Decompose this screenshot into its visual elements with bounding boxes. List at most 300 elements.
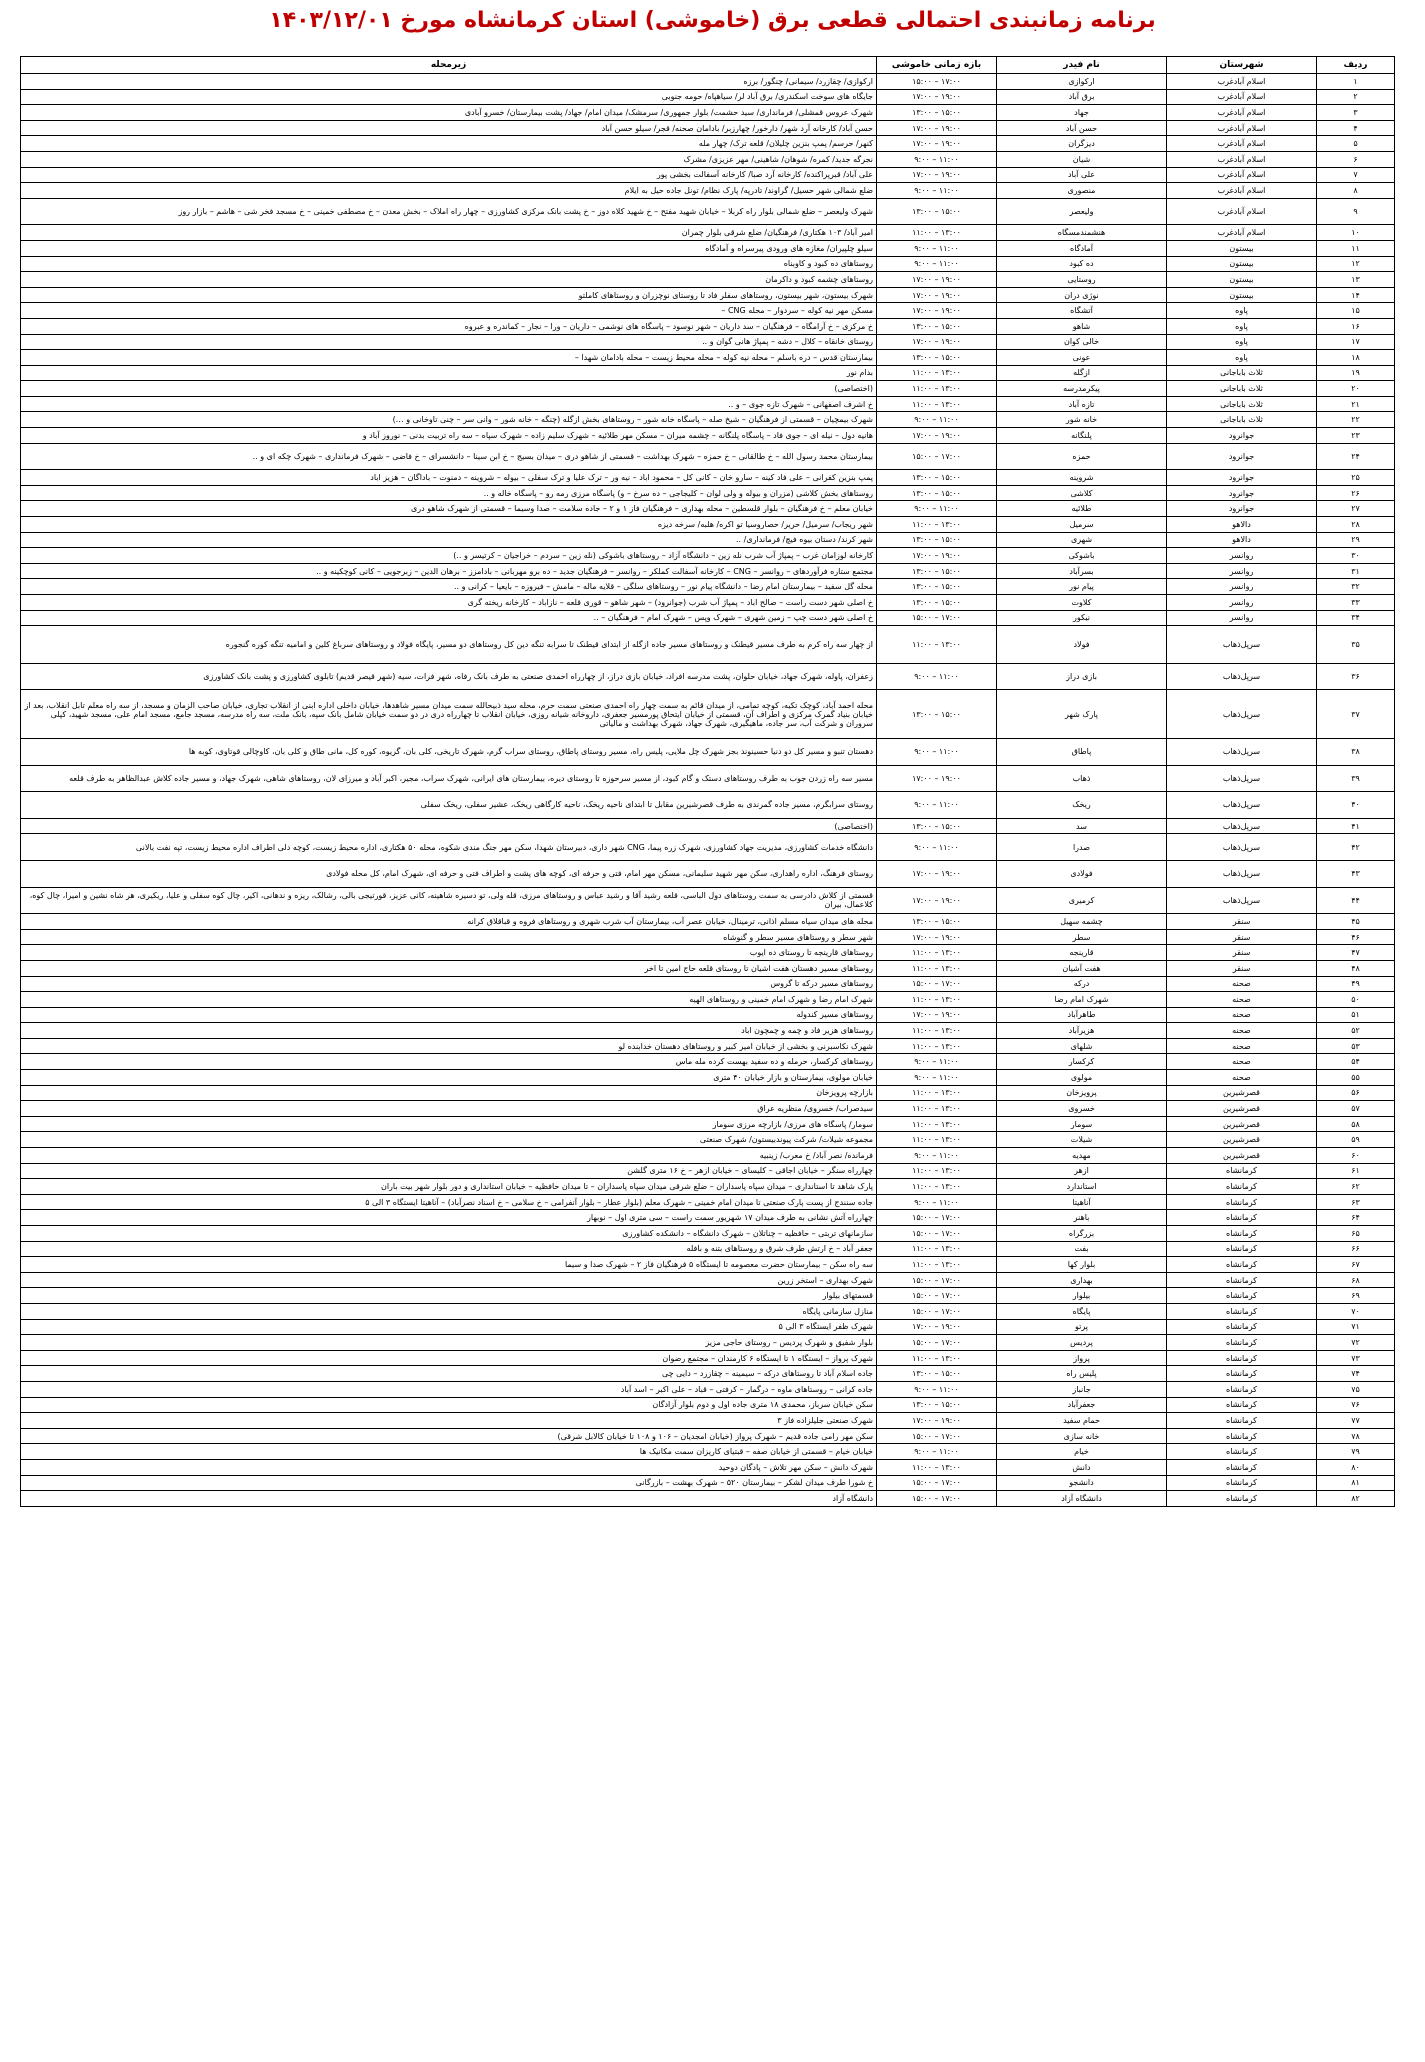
row-number-cell: ۶۵	[1317, 1226, 1395, 1242]
row-number-cell: ۳	[1317, 105, 1395, 121]
county-cell: اسلام آبادغرب	[1167, 225, 1317, 241]
area-cell: مجتمع ستاره فرآوردهای – روانسر – CNG – کارخانه آسفالت کملکر – روانسر – فرهنگیان جدید – ده برو مهربانی – بادامزز – برهان الدین – زبرجویی – کانی کوچکینه و ..	[21, 563, 877, 579]
area-cell: بلوار شفیق و شهرک پردیس – روستای حاجی مزیز	[21, 1335, 877, 1351]
feeder-cell: کرمیری	[997, 887, 1167, 914]
table-row	[21, 929, 1395, 945]
time-range-cell: ۱۱:۰۰ – ۱۳:۰۰	[877, 992, 997, 1008]
table-row	[21, 1085, 1395, 1101]
table-row	[21, 272, 1395, 288]
feeder-cell: هفت آشیان	[997, 960, 1167, 976]
time-range-cell: ۹:۰۰ – ۱۱:۰۰	[877, 1381, 997, 1397]
feeder-cell: پلیس راه	[997, 1366, 1167, 1382]
row-number-cell: ۳۰	[1317, 548, 1395, 564]
time-range-cell: ۱۱:۰۰ – ۱۳:۰۰	[877, 1132, 997, 1148]
table-row	[21, 548, 1395, 564]
row-number-cell: ۲	[1317, 89, 1395, 105]
time-range-cell: ۱۱:۰۰ – ۱۳:۰۰	[877, 1085, 997, 1101]
table-row	[21, 1272, 1395, 1288]
area-cell: شهرک نکاسبرنی و بخشی از خیابان امیر کبیر و روستاهای دهستان خدابنده لو	[21, 1038, 877, 1054]
time-range-cell: ۱۱:۰۰ – ۱۳:۰۰	[877, 1101, 997, 1117]
area-cell: شهرک ظفر ایستگاه ۳ الی ۵	[21, 1319, 877, 1335]
row-number-cell: ۶۸	[1317, 1272, 1395, 1288]
time-range-cell: ۱۷:۰۰ – ۱۹:۰۰	[877, 136, 997, 152]
feeder-cell: آناهیتا	[997, 1194, 1167, 1210]
time-range-cell: ۱۷:۰۰ – ۱۹:۰۰	[877, 1007, 997, 1023]
table-row	[21, 1194, 1395, 1210]
row-number-cell: ۵۵	[1317, 1070, 1395, 1086]
time-range-cell: ۱۳:۰۰ – ۱۵:۰۰	[877, 198, 997, 225]
time-range-cell: ۱۱:۰۰ – ۱۳:۰۰	[877, 365, 997, 381]
area-cell: شهرک بهداری – استخر زرین	[21, 1272, 877, 1288]
table-row	[21, 1054, 1395, 1070]
row-number-cell: ۳۸	[1317, 738, 1395, 765]
county-cell: کرمانشاه	[1167, 1257, 1317, 1273]
area-cell: زعفران، پاوله، شهرک جهاد، خیابان حلوان، پشت مدرسه افراد، خیابان بازی دراز، از چهارراه احمدی صنعتی به طرف بانک رفاه، شهر فرات، سیه (شهر قیصر قدیم) تابلوی کشاورزی و پشت بانک کشاورزی	[21, 663, 877, 690]
feeder-cell: باهنر	[997, 1210, 1167, 1226]
area-cell: جاده سنندج از پست پارک صنعتی تا میدان امام خمینی – شهرک معلم (بلوار عطار – بلوار آنفرامی – خ سلامی – خ اسناد نصرآباد) – آناهیتا ایستگاه ۳ الی ۵	[21, 1194, 877, 1210]
feeder-cell: بلوار کها	[997, 1257, 1167, 1273]
table-row	[21, 318, 1395, 334]
time-range-cell: ۱۳:۰۰ – ۱۵:۰۰	[877, 532, 997, 548]
area-cell: خیابان خیام – قسمتی از خیابان صفه – قبتیای کاریزان سمت مکانیک ها	[21, 1444, 877, 1460]
time-range-cell: ۱۷:۰۰ – ۱۹:۰۰	[877, 548, 997, 564]
feeder-cell: خسروی	[997, 1101, 1167, 1117]
table-row	[21, 792, 1395, 819]
feeder-cell: پردیس	[997, 1335, 1167, 1351]
county-cell: سرپل‌ذهاب	[1167, 765, 1317, 792]
county-cell: ثلاث باباجانی	[1167, 412, 1317, 428]
county-cell: صحنه	[1167, 1007, 1317, 1023]
outage-schedule-table	[20, 56, 1395, 1507]
feeder-cell: حسن آباد	[997, 120, 1167, 136]
county-cell: کرمانشاه	[1167, 1179, 1317, 1195]
feeder-cell: فولاد	[997, 626, 1167, 664]
row-number-cell: ۷۸	[1317, 1428, 1395, 1444]
time-range-cell: ۱۳:۰۰ – ۱۵:۰۰	[877, 1397, 997, 1413]
row-number-cell: ۴۶	[1317, 929, 1395, 945]
feeder-cell: پاطاق	[997, 738, 1167, 765]
table-row	[21, 563, 1395, 579]
county-cell: روانسر	[1167, 563, 1317, 579]
feeder-cell: منصوری	[997, 183, 1167, 199]
area-cell: شهر کرند/ دستان بیوه فیچ/ فرمانداری/ ..	[21, 532, 877, 548]
area-cell: سکن خیابان سرباز، محمدی ۱۸ متری جاده اول و دوم بلوار آزادگان	[21, 1397, 877, 1413]
table-row	[21, 532, 1395, 548]
county-cell: اسلام آبادغرب	[1167, 167, 1317, 183]
table-row	[21, 1116, 1395, 1132]
time-range-cell: ۱۱:۰۰ – ۱۳:۰۰	[877, 381, 997, 397]
table-row	[21, 74, 1395, 90]
feeder-cell: جعفرآباد	[997, 1397, 1167, 1413]
county-cell: قصرشیرین	[1167, 1132, 1317, 1148]
county-cell: روانسر	[1167, 579, 1317, 595]
row-number-cell: ۲۲	[1317, 412, 1395, 428]
feeder-cell: ولیعصر	[997, 198, 1167, 225]
time-range-cell: ۱۳:۰۰ – ۱۵:۰۰	[877, 1366, 997, 1382]
time-range-cell: ۱۵:۰۰ – ۱۷:۰۰	[877, 1428, 997, 1444]
feeder-cell: پرویزخان	[997, 1085, 1167, 1101]
county-cell: کرمانشاه	[1167, 1459, 1317, 1475]
table-row	[21, 167, 1395, 183]
feeder-cell: بهداری	[997, 1272, 1167, 1288]
table-row	[21, 240, 1395, 256]
row-number-cell: ۵۹	[1317, 1132, 1395, 1148]
row-number-cell: ۷۱	[1317, 1319, 1395, 1335]
row-number-cell: ۵۳	[1317, 1038, 1395, 1054]
table-row	[21, 198, 1395, 225]
feeder-cell: ده کبود	[997, 256, 1167, 272]
county-cell: صحنه	[1167, 1054, 1317, 1070]
county-cell: سنقر	[1167, 914, 1317, 930]
row-number-cell: ۴۴	[1317, 887, 1395, 914]
feeder-cell: خانه شور	[997, 412, 1167, 428]
feeder-cell: شروینه	[997, 470, 1167, 486]
area-cell: بیمارستان قدس – دره باسلم – محله نیه کوله – محله محیط زیست – محله بادامان شهدا –	[21, 350, 877, 366]
row-number-cell: ۴۳	[1317, 860, 1395, 887]
row-number-cell: ۴۵	[1317, 914, 1395, 930]
time-range-cell: ۱۱:۰۰ – ۱۳:۰۰	[877, 396, 997, 412]
row-number-cell: ۱۵	[1317, 303, 1395, 319]
area-cell: ارکوازی/ چقازرد/ سیمانی/ چنگور/ برزه	[21, 74, 877, 90]
row-number-cell: ۸۲	[1317, 1491, 1395, 1507]
table-row	[21, 1491, 1395, 1507]
time-range-cell: ۱۷:۰۰ – ۱۹:۰۰	[877, 287, 997, 303]
feeder-cell: شلهای	[997, 1038, 1167, 1054]
county-cell: کرمانشاه	[1167, 1366, 1317, 1382]
area-cell: از چهار سه راه کرم به طرف مسیر قیطنک و روستاهای مسیر جاده ازگله از ابتدای قیطنک تا سرابه تنگه دین کل روستاهای دو مسیر، پایگاه فولاد و روستاهای سرباغ کلین و امامیه تنگه کوره گنجوره	[21, 626, 877, 664]
table-row	[21, 151, 1395, 167]
county-cell: سرپل‌ذهاب	[1167, 738, 1317, 765]
table-row	[21, 1303, 1395, 1319]
table-row	[21, 887, 1395, 914]
time-range-cell: ۱۳:۰۰ – ۱۵:۰۰	[877, 914, 997, 930]
area-cell: خیابان مولوی، بیمارستان و بازار خیابان ۴۰ متری	[21, 1070, 877, 1086]
county-cell: جوانرود	[1167, 501, 1317, 517]
feeder-cell: عونی	[997, 350, 1167, 366]
area-cell: بدام نور	[21, 365, 877, 381]
row-number-cell: ۱۸	[1317, 350, 1395, 366]
county-cell: جوانرود	[1167, 443, 1317, 470]
area-cell: روستاهای بخش کلاشی (مزران و بیوله و ولی لوان – کلیجاجی – ده سرخ – و) پاسگاه مرزی رمه رو – پاسگاه خاله و ..	[21, 485, 877, 501]
row-number-cell: ۷۹	[1317, 1444, 1395, 1460]
feeder-cell: بسرآباد	[997, 563, 1167, 579]
time-range-cell: ۱۳:۰۰ – ۱۵:۰۰	[877, 318, 997, 334]
row-number-cell: ۶۲	[1317, 1179, 1395, 1195]
feeder-cell: خانه سازی	[997, 1428, 1167, 1444]
time-range-cell: ۹:۰۰ – ۱۱:۰۰	[877, 1148, 997, 1164]
feeder-cell: دانشگاه آزاد	[997, 1491, 1167, 1507]
row-number-cell: ۲۶	[1317, 485, 1395, 501]
time-range-cell: ۱۵:۰۰ – ۱۷:۰۰	[877, 1491, 997, 1507]
time-range-cell: ۱۷:۰۰ – ۱۹:۰۰	[877, 887, 997, 914]
feeder-cell: پارک شهر	[997, 690, 1167, 739]
time-range-cell: ۱۵:۰۰ – ۱۷:۰۰	[877, 1335, 997, 1351]
county-cell: کرمانشاه	[1167, 1272, 1317, 1288]
county-cell: کرمانشاه	[1167, 1226, 1317, 1242]
time-range-cell: ۱۱:۰۰ – ۱۳:۰۰	[877, 960, 997, 976]
time-range-cell: ۹:۰۰ – ۱۱:۰۰	[877, 1194, 997, 1210]
area-cell: فرمانده/ نصر آباد/ خ معرب/ زینبیه	[21, 1148, 877, 1164]
time-range-cell: ۱۵:۰۰ – ۱۷:۰۰	[877, 1210, 997, 1226]
feeder-cell: کلاشی	[997, 485, 1167, 501]
time-range-cell: ۱۱:۰۰ – ۱۳:۰۰	[877, 945, 997, 961]
table-row	[21, 765, 1395, 792]
row-number-cell: ۳۱	[1317, 563, 1395, 579]
time-range-cell: ۱۳:۰۰ – ۱۵:۰۰	[877, 818, 997, 834]
feeder-cell: سطر	[997, 929, 1167, 945]
time-range-cell: ۱۱:۰۰ – ۱۳:۰۰	[877, 1179, 997, 1195]
county-cell: روانسر	[1167, 610, 1317, 626]
area-cell: خ اصلی شهر دست راست – صالح اباد – پمپاژ آب شرب (جوانرود) – شهر شاهو – قوری قلعه – نازاباد – کارخانه ریخته گری	[21, 595, 877, 611]
time-range-cell: ۹:۰۰ – ۱۱:۰۰	[877, 663, 997, 690]
county-cell: کرمانشاه	[1167, 1444, 1317, 1460]
row-number-cell: ۴۹	[1317, 976, 1395, 992]
area-cell: کنهر/ حرسم/ پمپ بنزین چلیلان/ قلعه ترک/ چهار مله	[21, 136, 877, 152]
area-cell: (اختصاصی)	[21, 818, 877, 834]
county-cell: کرمانشاه	[1167, 1210, 1317, 1226]
row-number-cell: ۷	[1317, 167, 1395, 183]
row-number-cell: ۵۴	[1317, 1054, 1395, 1070]
area-cell: مسکن مهر نیه کوله – سردوار – محله CNG –	[21, 303, 877, 319]
county-cell: کرمانشاه	[1167, 1335, 1317, 1351]
table-row	[21, 1132, 1395, 1148]
row-number-cell: ۱	[1317, 74, 1395, 90]
feeder-cell: ریخک	[997, 792, 1167, 819]
row-number-cell: ۲۱	[1317, 396, 1395, 412]
row-number-cell: ۴۱	[1317, 818, 1395, 834]
table-row	[21, 485, 1395, 501]
row-number-cell: ۲۴	[1317, 443, 1395, 470]
feeder-cell: بازی دراز	[997, 663, 1167, 690]
feeder-cell: فولادی	[997, 860, 1167, 887]
table-row	[21, 1101, 1395, 1117]
county-cell: روانسر	[1167, 595, 1317, 611]
row-number-cell: ۷۲	[1317, 1335, 1395, 1351]
table-row	[21, 381, 1395, 397]
feeder-cell: سومار	[997, 1116, 1167, 1132]
table-row	[21, 470, 1395, 486]
feeder-cell: علی آباد	[997, 167, 1167, 183]
area-cell: سومار/ پاسگاه های مرزی/ بازارچه مرزی سومار	[21, 1116, 877, 1132]
area-cell: قسمتهای بیلوار	[21, 1288, 877, 1304]
area-cell: بیمارستان محمد رسول الله – خ طالقانی – خ حمزه – شهرک بهداشت – قسمتی از شاهو دری – میدان بسیج – خ ابن سینا – دانشسرای – خ فاضی – شهرک فرمانداری – شهرک چکه ای و ..	[21, 443, 877, 470]
table-row	[21, 579, 1395, 595]
feeder-cell: بزرگراه	[997, 1226, 1167, 1242]
row-number-cell: ۶۶	[1317, 1241, 1395, 1257]
table-row	[21, 1350, 1395, 1366]
feeder-cell: تازه آباد	[997, 396, 1167, 412]
row-number-cell: ۱۱	[1317, 240, 1395, 256]
area-cell: خ اصلی شهر دست چپ – زمین شهری – شهرک وپس – شهرک امام – فرهنگیان – ..	[21, 610, 877, 626]
county-cell: جوانرود	[1167, 428, 1317, 444]
row-number-cell: ۴۲	[1317, 834, 1395, 861]
county-cell: دالاهو	[1167, 517, 1317, 533]
row-number-cell: ۵۰	[1317, 992, 1395, 1008]
county-cell: کرمانشاه	[1167, 1350, 1317, 1366]
time-range-cell: ۱۱:۰۰ – ۱۳:۰۰	[877, 1241, 997, 1257]
feeder-cell: قارینجه	[997, 945, 1167, 961]
area-cell: نجرگه جدید/ کمره/ شوهان/ شاهینی/ مهر عزیزی/ مشرک	[21, 151, 877, 167]
time-range-cell: ۱۷:۰۰ – ۱۹:۰۰	[877, 860, 997, 887]
feeder-cell: کلاوت	[997, 595, 1167, 611]
table-row	[21, 1179, 1395, 1195]
table-row	[21, 1210, 1395, 1226]
county-cell: قصرشیرین	[1167, 1085, 1317, 1101]
county-cell: کرمانشاه	[1167, 1194, 1317, 1210]
county-cell: سرپل‌ذهاب	[1167, 663, 1317, 690]
time-range-cell: ۹:۰۰ – ۱۱:۰۰	[877, 501, 997, 517]
county-cell: قصرشیرین	[1167, 1101, 1317, 1117]
header-area: زیرمحله	[21, 57, 877, 74]
feeder-cell: حمام سفید	[997, 1413, 1167, 1429]
county-cell: بیستون	[1167, 240, 1317, 256]
feeder-cell: شیان	[997, 151, 1167, 167]
area-cell: علی آباد/ قبرپراکنده/ کارخانه آرد صبا/ کارخانه آسفالت بخشی پور	[21, 167, 877, 183]
area-cell: شهرک دانش – سکن مهر تلاش – پادگان دوحید	[21, 1459, 877, 1475]
time-range-cell: ۱۵:۰۰ – ۱۷:۰۰	[877, 1475, 997, 1491]
table-row	[21, 1459, 1395, 1475]
county-cell: صحنه	[1167, 1038, 1317, 1054]
county-cell: صحنه	[1167, 1070, 1317, 1086]
county-cell: اسلام آبادغرب	[1167, 151, 1317, 167]
feeder-cell: جهاد	[997, 105, 1167, 121]
feeder-cell: باشوکی	[997, 548, 1167, 564]
area-cell: خ شورا طرف میدان لشکر – بیمارستان ۵۲۰ – شهرک بهشت – بازرگانی	[21, 1475, 877, 1491]
area-cell: روستای فرهنگ، اداره راهداری، سکن مهر شهید سلیمانی، مسکن مهر امام، فتی و حرفه ای، کوچه های پشت و اطراف فتی و حرفه ای، شهرک امام، کل محله فولادی	[21, 860, 877, 887]
county-cell: اسلام آبادغرب	[1167, 183, 1317, 199]
county-cell: کرمانشاه	[1167, 1163, 1317, 1179]
area-cell: دهستان تنبو و مسیر کل دو دنیا حسینوند بجز شهرک چل ملایی، پلیس راه، مسیر روستای پاطاق، روستای سراب گرم، شهرک تاریخی، کلی بان، گریوه، کوره کل، مانی طاق و کلی بان، کاوچالی قوتاوی، کوبه ها	[21, 738, 877, 765]
row-number-cell: ۵۱	[1317, 1007, 1395, 1023]
header-time: بازه زمانی خاموشی	[877, 57, 997, 74]
table-row	[21, 334, 1395, 350]
table-row	[21, 287, 1395, 303]
feeder-cell: هنشمندمسگاه	[997, 225, 1167, 241]
area-cell: روستاهای قارینجه تا روستای ده ایوب	[21, 945, 877, 961]
feeder-cell: ازگله	[997, 365, 1167, 381]
area-cell: پارک شاهد تا استانداری – میدان سپاه پاسداران – ضلع شرقی میدان سپاه پاسداران – تا میدان حافظیه – خیابان استانداری و دور بلوار شهر بیت باران	[21, 1179, 877, 1195]
time-range-cell: ۱۱:۰۰ – ۱۳:۰۰	[877, 1023, 997, 1039]
area-cell: روستاهای چشمه کبود و داکرمان	[21, 272, 877, 288]
county-cell: کرمانشاه	[1167, 1319, 1317, 1335]
area-cell: حسن آباد/ کارخانه آرد شهر/ دارخور/ چهارزبر/ بادامان صحنه/ قجر/ سیلو حسن آباد	[21, 120, 877, 136]
time-range-cell: ۱۷:۰۰ – ۱۹:۰۰	[877, 303, 997, 319]
table-header-row	[21, 57, 1395, 74]
row-number-cell: ۵۷	[1317, 1101, 1395, 1117]
page-title: برنامه زمانبندی احتمالی قطعی برق (خاموشی) استان کرمانشاه مورخ ۱۴۰۳/۱۲/۰۱	[269, 8, 1156, 33]
feeder-cell: دیزگران	[997, 136, 1167, 152]
row-number-cell: ۴	[1317, 120, 1395, 136]
table-row	[21, 1148, 1395, 1164]
feeder-cell: شهری	[997, 532, 1167, 548]
area-cell: شهرک بیمچیان – قسمتی از فرهنگیان – شیخ صله – پاسگاه خانه شور – روستاهای بخش ازگله (چنگه – خانه شور – وانی سر – چنی تاوخانی و …)	[21, 412, 877, 428]
time-range-cell: ۱۵:۰۰ – ۱۷:۰۰	[877, 976, 997, 992]
county-cell: ثلاث باباجانی	[1167, 381, 1317, 397]
feeder-cell: آتشگاه	[997, 303, 1167, 319]
county-cell: کرمانشاه	[1167, 1491, 1317, 1507]
area-cell: خ اشرف اصفهانی – شهرک تازه جوی – و ..	[21, 396, 877, 412]
area-cell: سیدصراب/ خسروی/ منظریه عراق	[21, 1101, 877, 1117]
county-cell: اسلام آبادغرب	[1167, 136, 1317, 152]
header-county: شهرستان	[1167, 57, 1317, 74]
table-row	[21, 501, 1395, 517]
row-number-cell: ۶	[1317, 151, 1395, 167]
area-cell: جعفر آباد – خ ارتش طرف شرق و روستاهای بتنه و بافله	[21, 1241, 877, 1257]
row-number-cell: ۲۵	[1317, 470, 1395, 486]
feeder-cell: دانشجو	[997, 1475, 1167, 1491]
area-cell: خیابان معلم – خ فرهنگیان – بلوار قلسطین – محله بهداری – فرهنگیان فاز ۱ و ۲ – جاده سلامت – صدا وسیما – قسمتی از شهرک شاهو دری	[21, 501, 877, 517]
area-cell: روستاهای کرکسار، حرمله و ده سفید بهست کرده مله ماس	[21, 1054, 877, 1070]
county-cell: صحنه	[1167, 976, 1317, 992]
county-cell: سنقر	[1167, 960, 1317, 976]
time-range-cell: ۱۷:۰۰ – ۱۹:۰۰	[877, 167, 997, 183]
feeder-cell: خیام	[997, 1444, 1167, 1460]
area-cell: بازارچه پرویزخان	[21, 1085, 877, 1101]
row-number-cell: ۳۲	[1317, 579, 1395, 595]
table-row	[21, 834, 1395, 861]
time-range-cell: ۱۳:۰۰ – ۱۵:۰۰	[877, 350, 997, 366]
table-row	[21, 365, 1395, 381]
time-range-cell: ۹:۰۰ – ۱۱:۰۰	[877, 792, 997, 819]
table-row	[21, 1163, 1395, 1179]
feeder-cell: حمزه	[997, 443, 1167, 470]
table-row	[21, 1335, 1395, 1351]
row-number-cell: ۶۱	[1317, 1163, 1395, 1179]
county-cell: ثلاث باباجانی	[1167, 396, 1317, 412]
time-range-cell: ۹:۰۰ – ۱۱:۰۰	[877, 738, 997, 765]
time-range-cell: ۱۱:۰۰ – ۱۳:۰۰	[877, 1038, 997, 1054]
table-row	[21, 1226, 1395, 1242]
header-feeder: نام فیدر	[997, 57, 1167, 74]
county-cell: پاوه	[1167, 334, 1317, 350]
county-cell: کرمانشاه	[1167, 1413, 1317, 1429]
feeder-cell: صدرا	[997, 834, 1167, 861]
table-row	[21, 1381, 1395, 1397]
county-cell: پاوه	[1167, 350, 1317, 366]
table-row	[21, 818, 1395, 834]
time-range-cell: ۹:۰۰ – ۱۱:۰۰	[877, 240, 997, 256]
county-cell: ثلاث باباجانی	[1167, 365, 1317, 381]
table-row	[21, 256, 1395, 272]
row-number-cell: ۴۸	[1317, 960, 1395, 976]
feeder-cell: استاندارد	[997, 1179, 1167, 1195]
area-cell: محله های میدان سیاه مسلم اذانی، ترمینال، خیابان عصر آب، بیمارستان آب شرب شهری و روستاهای فروه و قباقلاق کرانه	[21, 914, 877, 930]
row-number-cell: ۹	[1317, 198, 1395, 225]
table-row	[21, 1444, 1395, 1460]
area-cell: محله گل سفید – بیمارستان امام رضا – دانشگاه پیام نور – روستاهای سلگی – قلایه ماله – مامش – فیروزه – بایعیا – کرانی و ..	[21, 579, 877, 595]
area-cell: روستاهای ده کبود و کاوبناه	[21, 256, 877, 272]
row-number-cell: ۷۷	[1317, 1413, 1395, 1429]
area-cell: منازل سازمانی پایگاه	[21, 1303, 877, 1319]
time-range-cell: ۱۱:۰۰ – ۱۳:۰۰	[877, 1350, 997, 1366]
county-cell: سرپل‌ذهاب	[1167, 792, 1317, 819]
county-cell: اسلام آبادغرب	[1167, 120, 1317, 136]
time-range-cell: ۱۷:۰۰ – ۱۹:۰۰	[877, 1413, 997, 1429]
feeder-cell: آمادگاه	[997, 240, 1167, 256]
table-row	[21, 350, 1395, 366]
time-range-cell: ۱۷:۰۰ – ۱۹:۰۰	[877, 272, 997, 288]
feeder-cell: ذهاب	[997, 765, 1167, 792]
feeder-cell: پرواز	[997, 1350, 1167, 1366]
row-number-cell: ۴۷	[1317, 945, 1395, 961]
row-number-cell: ۷۰	[1317, 1303, 1395, 1319]
table-row	[21, 1413, 1395, 1429]
county-cell: پاوه	[1167, 318, 1317, 334]
table-row	[21, 1366, 1395, 1382]
area-cell: جایگاه های سوخت اسکندری/ برق آباد لر/ سیاهپاه/ حومه جنوبی	[21, 89, 877, 105]
area-cell: روستاهای هزیر فاد و چمه و چمچون اباد	[21, 1023, 877, 1039]
row-number-cell: ۵۸	[1317, 1116, 1395, 1132]
